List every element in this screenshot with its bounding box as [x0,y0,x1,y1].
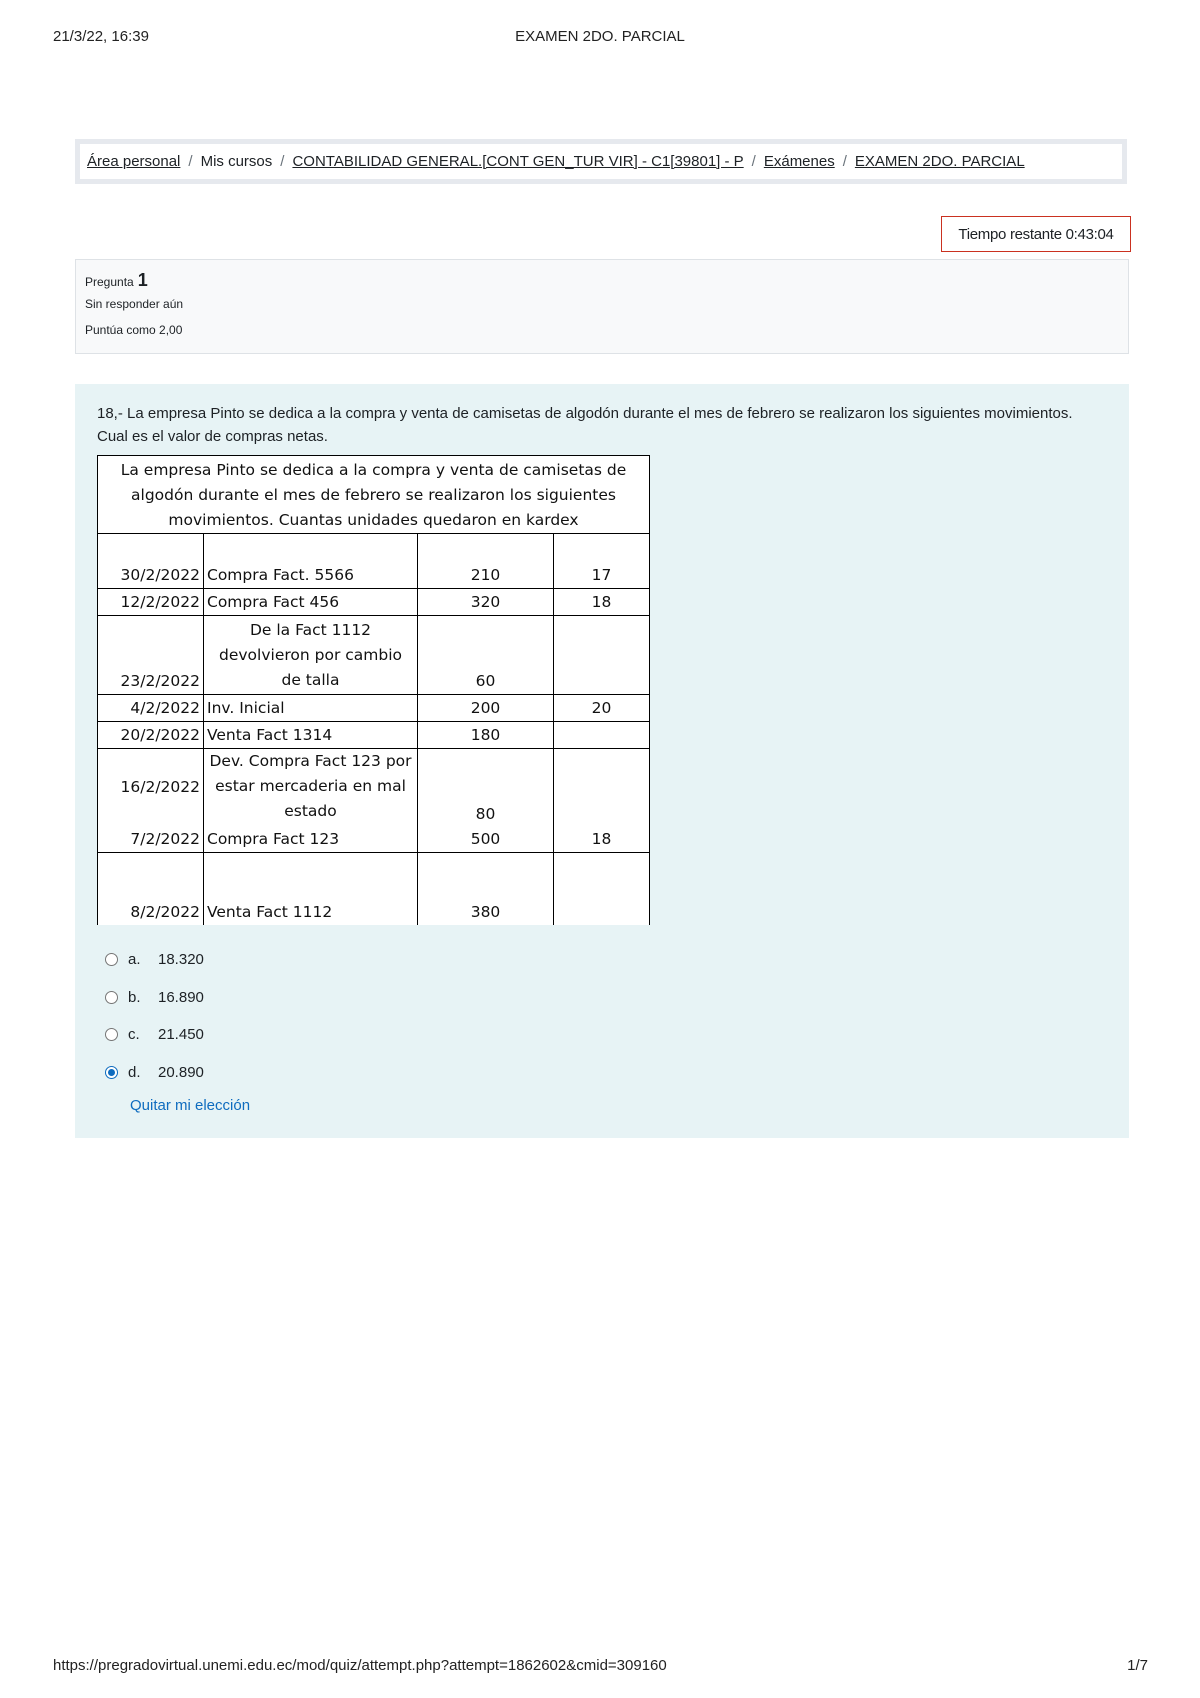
row-quantity: 180 [418,722,554,749]
breadcrumb [75,139,1127,184]
row-quantity: 500 [418,827,554,853]
table-row [98,853,650,925]
row-price: 17 [554,534,650,589]
breadcrumb-mis-cursos: Mis cursos [200,153,273,170]
answer-option-b[interactable] [105,979,204,1017]
row-description: Compra Fact. 5566 [204,534,418,589]
row-date: 20/2/2022 [98,722,204,749]
breadcrumb-course[interactable]: CONTABILIDAD GENERAL.[CONT GEN_TUR VIR] - C1[39801] - P [292,153,744,170]
row-quantity: 380 [418,853,554,925]
option-letter: c. [128,1026,140,1044]
table-row [98,749,650,827]
row-date: 23/2/2022 [98,616,204,695]
radio-button-selected[interactable] [105,1066,118,1079]
time-remaining: Tiempo restante 0:43:04 [941,216,1131,252]
row-quantity: 80 [418,749,554,827]
row-price: 18 [554,827,650,853]
question-grade: Puntúa como 2,00 [85,323,183,337]
row-price [554,853,650,925]
clear-choice-link[interactable]: Quitar mi elección [130,1097,251,1114]
row-description: Dev. Compra Fact 123 por estar mercaderia en mal estado [204,749,418,827]
print-title: EXAMEN 2DO. PARCIAL [515,28,685,45]
table-row [98,589,650,616]
breadcrumb-separator: / [751,153,756,170]
row-price [554,749,650,827]
answer-option-d[interactable] [105,1054,204,1092]
row-price [554,616,650,695]
print-page-number: 1/7 [1127,1657,1148,1674]
option-value: 20.890 [158,1063,204,1081]
option-letter: a. [128,951,141,969]
question-info [75,259,1129,354]
row-description: Venta Fact 1314 [204,722,418,749]
row-date: 8/2/2022 [98,853,204,925]
print-datetime: 21/3/22, 16:39 [53,28,149,45]
breadcrumb-area-personal[interactable]: Área personal [87,153,181,170]
question-label: Pregunta [85,275,134,289]
table-row [98,722,650,749]
option-value: 16.890 [158,988,204,1006]
breadcrumb-examenes[interactable]: Exámenes [763,153,835,170]
row-description: Compra Fact 123 [204,827,418,853]
table-row [98,534,650,589]
table-row [98,827,650,853]
table-row [98,616,650,695]
radio-button[interactable] [105,991,118,1004]
answer-option-a[interactable] [105,941,204,979]
print-header [0,28,1200,48]
question-content [75,384,1129,1138]
radio-button[interactable] [105,953,118,966]
answer-options [105,941,204,1091]
breadcrumb-separator: / [842,153,847,170]
answer-option-c[interactable] [105,1016,204,1054]
breadcrumb-separator: / [188,153,193,170]
table-caption: La empresa Pinto se dedica a la compra y venta de camisetas de algodón durante el mes de febrero se realizaron los siguientes movimientos. Cuantas unidades quedaron en kardex [98,456,650,534]
row-price [554,722,650,749]
row-quantity: 210 [418,534,554,589]
option-value: 21.450 [158,1026,204,1044]
table-row [98,695,650,722]
question-text: 18,- La empresa Pinto se dedica a la compra y venta de camisetas de algodón durante el mes de febrero se realizaron los siguientes movimientos. Cual es el valor de compras netas. [97,405,1073,445]
radio-button[interactable] [105,1028,118,1041]
row-date: 4/2/2022 [98,695,204,722]
row-quantity: 200 [418,695,554,722]
question-state: Sin responder aún [85,297,184,311]
breadcrumb-exam[interactable]: EXAMEN 2DO. PARCIAL [854,153,1025,170]
row-date: 12/2/2022 [98,589,204,616]
breadcrumb-separator: / [280,153,285,170]
question-number-value: 1 [137,270,148,290]
question-number [85,270,1128,291]
row-description: Compra Fact 456 [204,589,418,616]
option-letter: d. [128,1063,141,1081]
option-value: 18.320 [158,951,204,969]
row-description: Inv. Inicial [204,695,418,722]
print-footer [0,1657,1200,1677]
row-price: 18 [554,589,650,616]
row-description: De la Fact 1112 devolvieron por cambio de talla [204,616,418,695]
row-date: 7/2/2022 [98,827,204,853]
row-date: 16/2/2022 [98,749,204,827]
question-image-table [97,455,650,925]
row-price: 20 [554,695,650,722]
row-quantity: 60 [418,616,554,695]
print-url: https://pregradovirtual.unemi.edu.ec/mod/quiz/attempt.php?attempt=1862602&cmid=309160 [53,1657,667,1674]
row-description: Venta Fact 1112 [204,853,418,925]
row-quantity: 320 [418,589,554,616]
option-letter: b. [128,988,141,1006]
row-date: 30/2/2022 [98,534,204,589]
